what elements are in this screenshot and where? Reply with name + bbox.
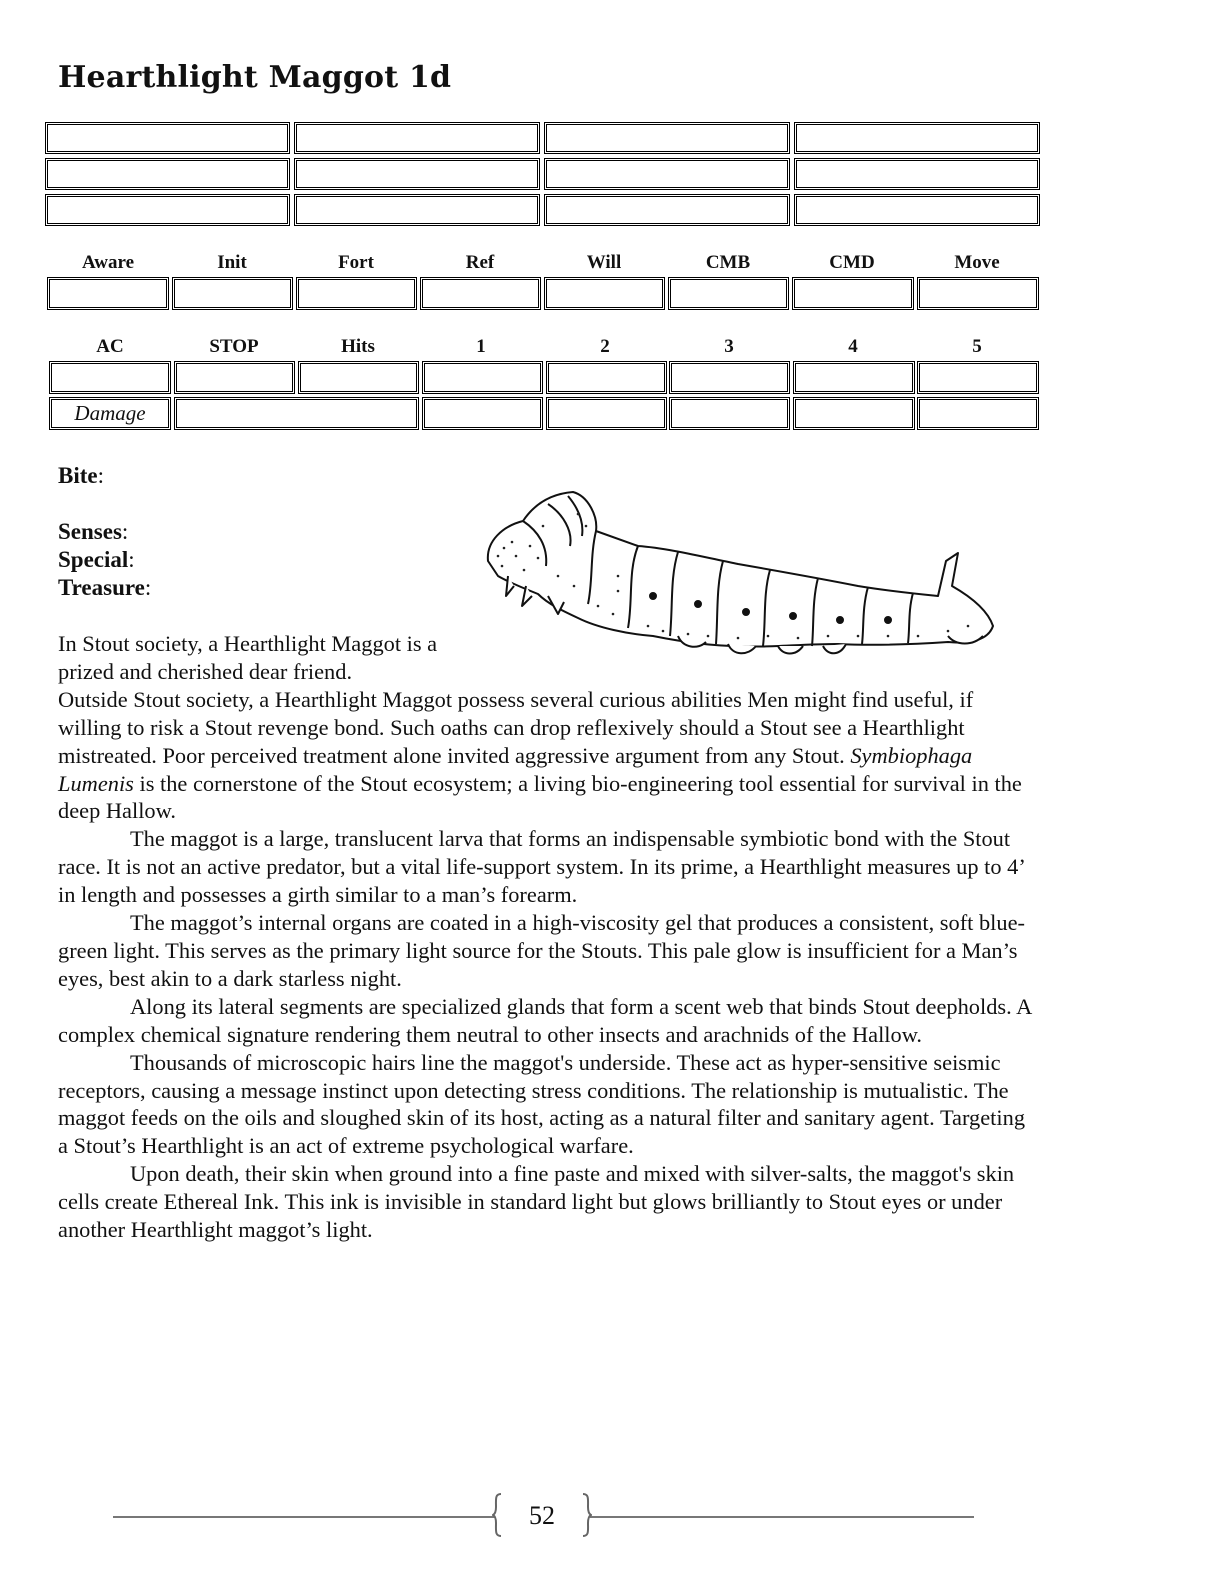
grid-box[interactable] [544, 194, 790, 226]
grid-box[interactable] [294, 158, 540, 190]
grid-box[interactable] [294, 194, 540, 226]
description-paragraph [58, 686, 1038, 826]
grid-box[interactable] [794, 194, 1040, 226]
stat-input-move[interactable] [917, 277, 1039, 310]
grid-box[interactable] [794, 158, 1040, 190]
def-header-stop: STOP [209, 336, 259, 357]
stat-header-cmd: CMD [829, 252, 875, 273]
description-paragraph: Upon death, their skin when ground into a fine paste and mixed with silver-salts, the maggot's skin cells create Ethereal Ink. This ink is invisible in standard light but glows brilliantly to Stout eyes or under another Hearthlight maggot’s light. [58, 1161, 1015, 1243]
grid-box[interactable] [45, 158, 290, 190]
special-label: Special [58, 547, 129, 572]
damage-input-wide[interactable] [174, 397, 419, 430]
description-p1-end: is the cornerstone of the Stout ecosystem; a living bio-engineering tool essential for survival in the deep Hallow. [58, 770, 1022, 824]
stat-header-cmb: CMB [705, 252, 751, 273]
description-paragraph: The maggot is a large, translucent larva that forms an indispensable symbiotic bond with the Stout race. It is not an active predator, but a vital life-support system. In its prime, a Hearthlight measures up to 4’ in length and possesses a girth similar to a man’s forearm. [58, 826, 1025, 908]
def-header-2: 2 [600, 336, 610, 357]
def-input-5[interactable] [917, 361, 1039, 394]
stat-header-aware: Aware [81, 252, 135, 273]
grid-box[interactable] [794, 122, 1040, 154]
footer-rule-left [113, 1516, 495, 1518]
stat-header-will: Will [586, 252, 622, 273]
page-number: 52 [529, 1501, 555, 1530]
def-header-4: 4 [848, 336, 858, 357]
def-input-3[interactable] [669, 361, 790, 394]
damage-input-5[interactable] [917, 397, 1039, 430]
stat-input-cmb[interactable] [668, 277, 789, 310]
stat-header-fort: Fort [338, 252, 374, 273]
stat-input-aware[interactable] [47, 277, 169, 310]
special-line [58, 546, 135, 574]
def-input-stop[interactable] [174, 361, 295, 394]
senses-line [58, 518, 128, 546]
stat-input-cmd[interactable] [792, 277, 914, 310]
def-header-1: 1 [476, 336, 486, 357]
description-paragraph: The maggot’s internal organs are coated in a high-viscosity gel that produces a consistent, soft blue-green light. This serves as the primary light source for the Stouts. This pale glow is insufficient for a Man’s eyes, best akin to a dark starless night. [58, 910, 1025, 991]
description-p1: Outside Stout society, a Hearthlight Maggot possess several curious abilities Men might find useful, if willing to risk a Stout revenge bond. Such oaths can drop reflexively should a Stout see a Hearthlight mistreated. Poor perceived treatment alone invited aggressive argument from any Stout. [58, 686, 974, 768]
description-paragraph: Thousands of microscopic hairs line the maggot's underside. These act as hyper-sensitive seismic receptors, causing a message instinct upon detecting stress conditions. The relationship is mutualistic. The maggot feeds on the oils and sloughed skin of its host, acting as a natural filter and sanitary agent. Targeting a Stout’s Hearthlight is an act of extreme psychological warfare. [58, 1049, 1026, 1159]
def-header-3: 3 [724, 336, 734, 357]
special-colon: : [128, 547, 135, 572]
grid-box[interactable] [544, 158, 790, 190]
bite-colon: : [97, 463, 104, 488]
bite-label: Bite [58, 463, 98, 488]
def-header-ac: AC [96, 336, 124, 357]
description [58, 630, 1038, 1244]
grid-box[interactable] [45, 122, 290, 154]
def-input-2[interactable] [546, 361, 667, 394]
def-input-4[interactable] [793, 361, 915, 394]
stat-input-fort[interactable] [296, 277, 417, 310]
footer-rule-right [590, 1516, 974, 1518]
stat-input-will[interactable] [544, 277, 665, 310]
def-input-1[interactable] [422, 361, 543, 394]
bite-line [58, 462, 104, 490]
grid-box[interactable] [544, 122, 790, 154]
def-header-hits: Hits [341, 336, 375, 357]
stat-header-init: Init [217, 252, 247, 273]
grid-box[interactable] [294, 122, 540, 154]
stat-input-ref[interactable] [420, 277, 541, 310]
page-title: Hearthlight Maggot 1d [58, 60, 452, 95]
damage-input-3[interactable] [669, 397, 790, 430]
stat-header-ref: Ref [465, 252, 495, 273]
def-header-5: 5 [972, 336, 982, 357]
def-input-ac[interactable] [49, 361, 171, 394]
description-paragraph: Along its lateral segments are specialized glands that form a scent web that binds Stout deepholds. A complex chemical signature rendering them neutral to other insects and arachnids of the Hallow. [58, 993, 1032, 1047]
treasure-label: Treasure [58, 575, 145, 600]
treasure-line [58, 574, 151, 602]
damage-input-4[interactable] [793, 397, 915, 430]
stat-header-move: Move [954, 252, 1000, 273]
senses-label: Senses [58, 519, 122, 544]
stat-input-init[interactable] [172, 277, 293, 310]
treasure-colon: : [144, 575, 152, 600]
senses-colon: : [121, 519, 129, 544]
description-intro: In Stout society, a Hearthlight Maggot is a prized and cherished dear friend. [58, 631, 438, 684]
damage-input-1[interactable] [422, 397, 543, 430]
def-input-hits[interactable] [298, 361, 419, 394]
damage-input-2[interactable] [546, 397, 667, 430]
species-name: Symbiophaga Lumenis [58, 742, 973, 796]
damage-label: Damage [49, 397, 171, 430]
grid-box[interactable] [45, 194, 290, 226]
